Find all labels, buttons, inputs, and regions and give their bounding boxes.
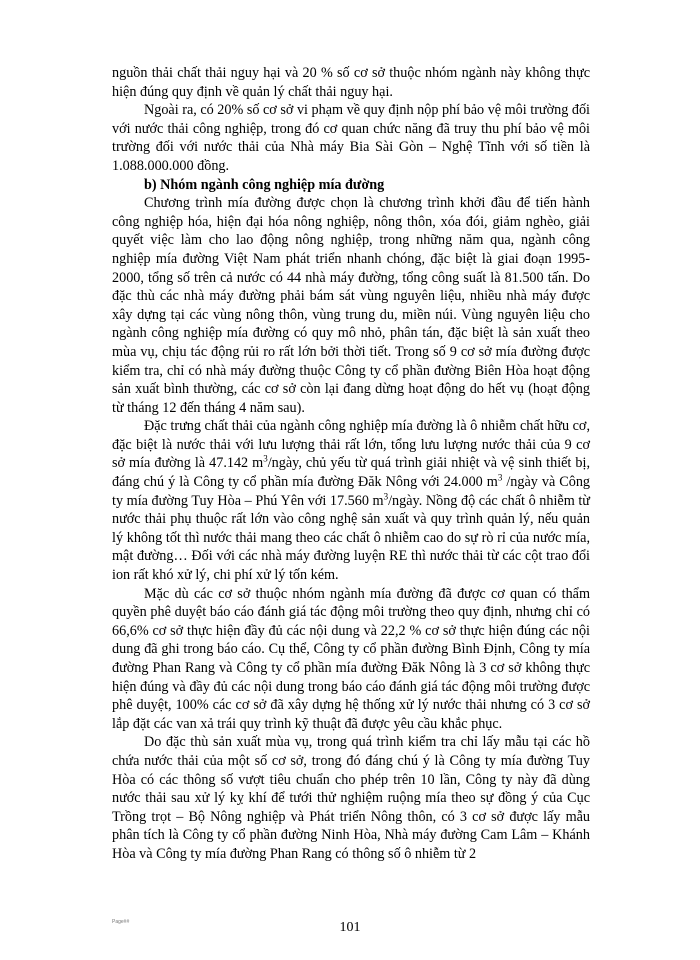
text-run: Đặc trưng chất thải của ngành công nghiệp mía đường là ô nhiễm chất hữu cơ, đặc biệt là nước thải với lưu lượng thải rất lớn, tổng lưu lượng nước thải của 9 cơ sở mía đường là 47.142 m <box>112 418 590 472</box>
text-run: /ngày, chủ yếu từ quá trình giải nhiệt và vệ sinh thiết bị, đáng chú ý là Công ty cổ phần mía đường Đăk Nông với 24.000 m <box>112 455 590 491</box>
page-number: 101 <box>339 920 361 935</box>
text-run: /ngày. Nồng độ các chất ô nhiễm từ nước thải phụ thuộc rất lớn vào công nghệ sản xuất và quy trình quản lý, nếu quản lý không tốt thì nước thải mang theo các chất ô nhiễm cao do sự rò rỉ của nước mía, mật đường… Đối với các nhà máy đường luyện RE thì nước thải từ các cột trao đổi ion rất khó xử lý, chi phí xử lý tốn kém. <box>112 492 590 584</box>
paragraph-environment-fee: Ngoài ra, có 20% số cơ sở vi phạm về quy định nộp phí bảo vệ môi trường đối với nước thải công nghiệp, trong đó cơ quan chức năng đã truy thu phí bảo vệ môi trường đối với nước thải của Nhà máy Bia Sài Gòn – Nghệ Tĩnh với số tiền là 1.088.000.000 đồng. <box>112 102 590 174</box>
paragraph-sampling: Do đặc thù sản xuất mùa vụ, trong quá trình kiểm tra chỉ lấy mẫu tại các hồ chứa nước thải của một số cơ sở, trong đó đáng chú ý là Công ty mía đường Tuy Hòa có các thông số vượt tiêu chuẩn cho phép trên 10 lần, Công ty này đã dùng nước thải sau xử lý kỵ khí để tưới thử nghiệm ruộng mía theo sự đồng ý của Cục Trồng trọt – Bộ Nông nghiệp và Phát triển Nông thôn, có 3 cơ sở được lấy mẫu phân tích là Công ty cổ phần đường Ninh Hòa, Nhà máy đường Cam Lâm – Khánh Hòa và Công ty mía đường Phan Rang có thông số ô nhiễm từ 2 <box>112 734 590 862</box>
paragraph-waste-characteristics <box>112 417 590 584</box>
paragraph-continuation: nguồn thải chất thải nguy hại và 20 % số cơ sở thuộc nhóm ngành này không thực hiện đúng quy định về quản lý chất thải nguy hại. <box>112 65 590 100</box>
page-body <box>112 64 590 864</box>
superscript: 3 <box>383 490 389 501</box>
section-heading-sugar-industry: b) Nhóm ngành công nghiệp mía đường <box>144 176 385 193</box>
footer-mark: Page## <box>112 919 130 925</box>
paragraph-eia-compliance: Mặc dù các cơ sở thuộc nhóm ngành mía đường đã được cơ quan có thẩm quyền phê duyệt báo cáo đánh giá tác động môi trường theo quy định, nhưng chỉ có 66,6% cơ sở thực hiện đầy đủ các nội dung và 22,2 % cơ sở thực hiện đúng các nội dung đã ghi trong báo cáo. Cụ thể, Công ty cổ phần đường Bình Định, Công ty mía đường Phan Rang và Công ty cổ phần mía đường Đăk Nông là 3 cơ sở không thực hiện đúng và đầy đủ các nội dung trong báo cáo đánh giá tác động môi trường được phê duyệt, 100% các cơ sở đã xây dựng hệ thống xử lý nước thải nhưng có 3 cơ sở lắp đặt các van xả trái quy trình kỹ thuật đã được yêu cầu khắc phục. <box>112 585 590 732</box>
superscript: 3 <box>497 472 503 483</box>
superscript: 3 <box>263 453 268 464</box>
text-run: /ngày và Công ty mía đường Tuy Hòa – Phú Yên với 17.560 m <box>112 474 591 509</box>
paragraph-sugar-program: Chương trình mía đường được chọn là chương trình khởi đầu để tiến hành công nghiệp hóa, hiện đại hóa nông nghiệp, nông thôn, xóa đói, giảm nghèo, giải quyết việc làm cho lao động nông nghiệp, trong những năm qua, ngành công nghiệp mía đường Việt Nam phát triển nhanh chóng, đặc biệt là giai đoạn 1995-2000, tổng số trên cả nước có 44 nhà máy đường, tổng công suất là 81.500 tấn. Do đặc thù các nhà máy đường phải bám sát vùng nguyên liệu, nhiều nhà máy được xây dựng tại các vùng nông thôn, vùng trung du, miền núi. Vùng nguyên liệu cho ngành công nghiệp mía đường có quy mô nhỏ, phân tán, đặc biệt là sản xuất theo mùa vụ, chịu tác động rủi ro rất lớn bởi thời tiết. Trong số 9 cơ sở mía đường được kiểm tra, chỉ có nhà máy đường thuộc Công ty cổ phần đường Biên Hòa hoạt động sản xuất bình thường, các cơ sở còn lại đang dừng hoạt động do hết vụ (hoạt động từ tháng 12 đến tháng 4 năm sau). <box>112 195 590 416</box>
